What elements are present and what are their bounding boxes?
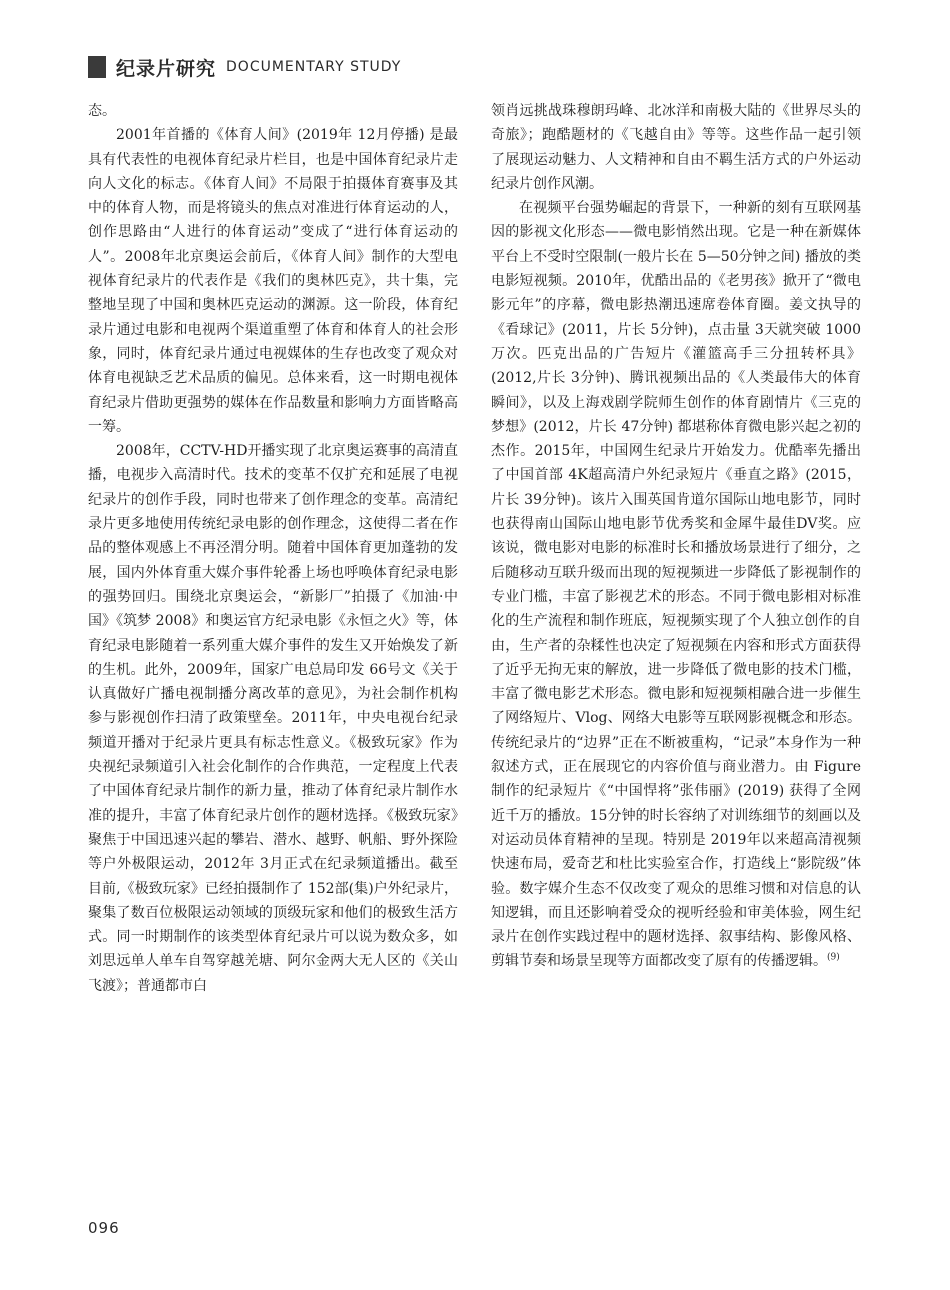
left-column — [88, 99, 458, 998]
right-column — [491, 99, 861, 974]
footnote-marker: (9) — [827, 952, 840, 963]
running-header — [88, 50, 401, 84]
header-title-cn: 纪录片研究 — [116, 57, 217, 80]
paragraph: 2008年，CCTV-HD开播实现了北京奥运赛事的高清直播，电视步入高清时代。技术的变革不仅扩充和延展了电视纪录片的创作手段，同时也带来了创作理念的变革。高清纪录片更多地使用传统纪录电影的创作理念，这使得二者在作品的整体观感上不再泾渭分明。随着中国体育更加蓬勃的发展，国内外体育重大媒介事件轮番上场也呼唤体育纪录电影的强势回归。围绕北京奥运会，“新影厂”拍摄了《加油·中国》《筑梦 2008》和奥运官方纪录电影《永恒之火》等，体育纪录电影随着一系列重大媒介事件的发生又开始焕发了新的生机。此外，2009年，国家广电总局印发 66号文《关于认真做好广播电视制播分离改革的意见》，为社会制作机构参与影视创作扫清了政策壁垒。2011年，中央电视台纪录频道开播对于纪录片更具有标志性意义。《极致玩家》作为央视纪录频道引入社会化制作的合作典范，一定程度上代表了中国体育纪录片制作的新力量，推动了体育纪录片制作水准的提升，丰富了体育纪录片创作的题材选择。《极致玩家》聚焦于中国迅速兴起的攀岩、潜水、越野、帆船、野外探险等户外极限运动，2012年 3月正式在纪录频道播出。截至目前,《极致玩家》已经拍摄制作了 152部(集)户外纪录片，聚集了数百位极限运动领域的顶级玩家和他们的极致生活方式。同一时期制作的该类型体育纪录片可以说为数众多，如刘思远单人单车自驾穿越羌塘、阿尔金两大无人区的《关山飞渡》；普通都市白 — [88, 443, 458, 994]
page-number: 096 — [88, 1219, 120, 1237]
paragraph: 2001年首播的《体育人间》(2019年 12月停播) 是最具有代表性的电视体育纪录片栏目，也是中国体育纪录片走向人文化的标志。《体育人间》不局限于拍摄体育赛事及其中的体育人物，而是将镜头的焦点对准进行体育运动的人，创作思路由“人进行的体育运动”变成了“进行体育运动的人”。2008年北京奥运会前后，《体育人间》制作的大型电视体育纪录片的代表作是《我们的奥林匹克》，共十集，完整地呈现了中国和奥林匹克运动的渊源。这一阶段，体育纪录片通过电影和电视两个渠道重塑了体育和体育人的社会形象，同时，体育纪录片通过电视媒体的生存也改变了观众对体育电视缺乏艺术品质的偏见。总体来看，这一时期电视体育纪录片借助更强势的媒体在作品数量和影响力方面皆略高一筹。 — [88, 127, 458, 435]
header-block-icon — [88, 56, 106, 78]
paragraph-text: 在视频平台强势崛起的背景下，一种新的刻有互联网基因的影视文化形态——微电影悄然出现。它是一种在新媒体平台上不受时空限制(一般片长在 5—50分钟之间) 播放的类电影短视频。2010年，优酷出品的《老男孩》掀开了“微电影元年”的序幕，微电影热潮迅速席卷体育圈。姜文执导的《看球记》(2011，片长 5分钟)，点击量 3天就突破 1000万次。匹克出品的广告短片《灌篮高手三分扭转杯具》(2012,片长 3分钟)、腾讯视频出品的《人类最伟大的体育瞬间》，以及上海戏剧学院师生创作的体育剧情片《三克的梦想》(2012，片长 47分钟) 都堪称体育微电影兴起之初的杰作。2015年，中国网生纪录片开始发力。优酷率先播出了中国首部 4K超高清户外纪录短片《垂直之路》(2015，片长 39分钟)。该片入围英国肯道尔国际山地电影节，同时也获得南山国际山地电影节优秀奖和金犀牛最佳DV奖。应该说，微电影对电影的标准时长和播放场景进行了细分，之后随移动互联升级而出现的短视频进一步降低了影视制作的专业门槛，丰富了影视艺术的形态。不同于微电影相对标准化的生产流程和制作班底，短视频实现了个人独立创作的自由，生产者的杂糅性也决定了短视频在内容和形式方面获得了近乎无拘无束的解放，进一步降低了微电影的技术门槛，丰富了微电影艺术形态。微电影和短视频相融合进一步催生了网络短片、Vlog、网络大电影等互联网影视概念和形态。传统纪录片的“边界”正在不断被重构，“记录”本身作为一种叙述方式，正在展现它的内容价值与商业潜力。由 Figure制作的纪录短片《“中国悍将”张伟丽》(2019) 获得了全网近千万的播放。15分钟的时长容纳了对训练细节的刻画以及对运动员体育精神的呈现。特别是 2019年以来超高清视频快速布局，爱奇艺和杜比实验室合作，打造线上“影院级”体验。数字媒介生态不仅改变了观众的思维习惯和对信息的认知逻辑，而且还影响着受众的视听经验和审美体验，网生纪录片在创作实践过程中的题材选择、叙事结构、影像风格、剪辑节奏和场景呈现等方面都改变了原有的传播逻辑。 — [491, 200, 861, 970]
header-title-en: DOCUMENTARY STUDY — [226, 59, 402, 75]
paragraph: 态。 — [88, 103, 116, 119]
paragraph: 领肖远挑战珠穆朗玛峰、北冰洋和南极大陆的《世界尽头的奇旅》；跑酷题材的《飞越自由》等等。这些作品一起引领了展现运动魅力、人文精神和自由不羁生活方式的户外运动纪录片创作风潮。 — [491, 103, 861, 192]
paragraph-with-footnote — [491, 196, 861, 974]
